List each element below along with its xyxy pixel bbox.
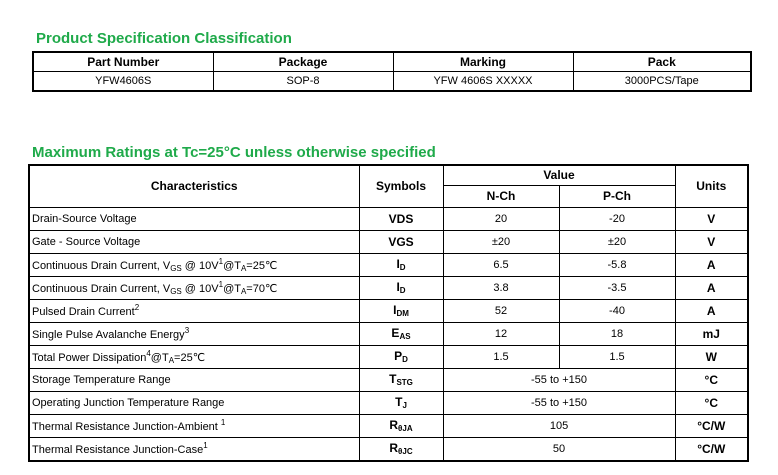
n-ch-value-cell: ±20 — [443, 230, 559, 253]
symbol-cell — [359, 368, 443, 391]
footnote-marker: 1 — [203, 441, 208, 450]
footnote-marker: 1 — [218, 256, 224, 266]
characteristic-text: Pulsed Drain Current — [32, 306, 135, 318]
header-marking: Marking — [393, 52, 573, 72]
characteristic-text: @ 10V — [181, 282, 219, 295]
header-part-number: Part Number — [33, 52, 213, 72]
max-ratings-table — [28, 164, 749, 462]
footnote-marker: 3 — [184, 326, 190, 335]
max-ratings-title: Maximum Ratings at Tc=25°C unless otherwise specified — [32, 144, 436, 161]
header-characteristics: Characteristics — [29, 165, 359, 207]
header-n-ch: N-Ch — [443, 185, 559, 207]
characteristic-text: Storage Temperature Range — [32, 373, 171, 386]
unit-cell: mJ — [675, 322, 748, 345]
symbol-text: VGS — [388, 234, 414, 249]
characteristic-text: Total Power Dissipation — [32, 351, 147, 364]
symbol-cell — [359, 276, 443, 299]
characteristic-cell — [29, 299, 359, 322]
p-ch-value-cell: ±20 — [559, 230, 675, 253]
n-ch-value-cell: 20 — [443, 207, 559, 230]
characteristic-text: Drain-Source Voltage — [32, 212, 137, 225]
unit-cell: V — [675, 230, 748, 253]
p-ch-value-cell: -40 — [559, 299, 675, 322]
symbol-subscript: θJC — [398, 447, 413, 456]
n-ch-value-cell: 12 — [443, 322, 559, 345]
table-row — [29, 230, 748, 253]
characteristic-subscript: GS — [170, 286, 182, 296]
table-row — [29, 345, 748, 368]
unit-cell: A — [675, 299, 748, 322]
characteristic-subscript: GS — [170, 263, 182, 273]
symbol-text: I — [396, 280, 400, 294]
characteristic-text: @T — [223, 282, 241, 295]
symbol-subscript: STG — [396, 378, 413, 387]
symbol-cell — [359, 322, 443, 345]
p-ch-value-cell: -5.8 — [559, 253, 675, 276]
characteristic-text: @T — [223, 259, 241, 272]
unit-cell: °C — [675, 391, 748, 414]
table-row — [29, 253, 748, 276]
unit-cell: °C/W — [675, 414, 748, 437]
characteristic-text: Thermal Resistance Junction-Ambient — [32, 421, 221, 433]
product-spec-header-row — [33, 52, 751, 72]
max-ratings-body — [29, 207, 748, 461]
characteristic-cell — [29, 230, 359, 253]
table-row — [29, 391, 748, 414]
symbol-subscript: D — [399, 263, 406, 272]
symbol-text: T — [395, 395, 403, 409]
table-row — [29, 368, 748, 391]
symbol-cell — [359, 230, 443, 253]
characteristic-text: Gate - Source Voltage — [32, 235, 141, 248]
characteristic-text: Continuous Drain Current, V — [32, 259, 171, 272]
table-row — [29, 207, 748, 230]
symbol-subscript: D — [399, 286, 406, 295]
marking-cell: YFW 4606S XXXXX — [393, 72, 573, 92]
header-package: Package — [213, 52, 393, 72]
symbol-cell — [359, 253, 443, 276]
characteristic-cell — [29, 322, 359, 345]
characteristic-subscript: A — [240, 286, 247, 296]
characteristic-subscript: A — [240, 263, 247, 273]
symbol-text: E — [391, 326, 400, 340]
characteristic-text: Continuous Drain Current, V — [32, 282, 171, 295]
footnote-marker: 4 — [146, 348, 151, 358]
symbol-cell — [359, 437, 443, 461]
product-spec-title: Product Specification Classification — [36, 30, 292, 47]
characteristic-text: @T — [150, 351, 169, 364]
characteristic-text: Single Pulse Avalanche Energy — [32, 329, 185, 341]
unit-cell: V — [675, 207, 748, 230]
p-ch-value-cell: 18 — [559, 322, 675, 345]
symbol-cell — [359, 299, 443, 322]
characteristic-text: =25℃ — [246, 259, 278, 272]
product-spec-table — [32, 51, 752, 92]
unit-cell: W — [675, 345, 748, 368]
value-cell: 50 — [443, 437, 675, 461]
max-ratings-header-row — [29, 165, 748, 185]
characteristic-cell — [29, 207, 359, 230]
header-p-ch: P-Ch — [559, 185, 675, 207]
characteristic-cell — [29, 345, 359, 368]
characteristic-text: Thermal Resistance Junction-Case — [32, 444, 204, 456]
symbol-subscript: DM — [396, 309, 409, 318]
n-ch-value-cell: 6.5 — [443, 253, 559, 276]
part-number-cell: YFW4606S — [33, 72, 213, 92]
symbol-text: T — [389, 372, 397, 386]
symbol-text: P — [394, 349, 403, 363]
characteristic-text: =70℃ — [246, 282, 278, 295]
characteristic-text: @ 10V — [181, 259, 219, 272]
footnote-marker: 2 — [134, 303, 140, 312]
header-units: Units — [675, 165, 748, 207]
symbol-text: R — [389, 418, 399, 432]
table-row — [29, 414, 748, 437]
table-row — [29, 437, 748, 461]
characteristic-cell — [29, 368, 359, 391]
unit-cell: A — [675, 276, 748, 299]
characteristic-cell — [29, 276, 359, 299]
symbol-cell — [359, 391, 443, 414]
value-cell: 105 — [443, 414, 675, 437]
characteristic-cell — [29, 253, 359, 276]
symbol-text: I — [396, 257, 400, 271]
footnote-marker: 1 — [218, 279, 224, 289]
symbol-cell — [359, 345, 443, 368]
symbol-text: I — [393, 303, 397, 317]
characteristic-subscript: A — [168, 355, 175, 365]
characteristic-cell — [29, 391, 359, 414]
header-value: Value — [443, 165, 675, 185]
package-cell: SOP-8 — [213, 72, 393, 92]
symbol-subscript: θJA — [398, 424, 413, 433]
n-ch-value-cell: 52 — [443, 299, 559, 322]
p-ch-value-cell: 1.5 — [559, 345, 675, 368]
characteristic-cell — [29, 437, 359, 461]
characteristic-text: =25℃ — [174, 351, 206, 364]
symbol-text: R — [389, 441, 399, 455]
symbol-subscript: AS — [399, 332, 411, 341]
p-ch-value-cell: -3.5 — [559, 276, 675, 299]
product-spec-row — [33, 72, 751, 92]
pack-cell: 3000PCS/Tape — [573, 72, 751, 92]
unit-cell: °C — [675, 368, 748, 391]
unit-cell: °C/W — [675, 437, 748, 461]
symbol-cell — [359, 414, 443, 437]
footnote-marker: 1 — [220, 418, 226, 427]
symbol-cell — [359, 207, 443, 230]
header-symbols: Symbols — [359, 165, 443, 207]
table-row — [29, 299, 748, 322]
n-ch-value-cell: 3.8 — [443, 276, 559, 299]
characteristic-cell — [29, 414, 359, 437]
table-row — [29, 322, 748, 345]
value-cell: -55 to +150 — [443, 368, 675, 391]
header-pack: Pack — [573, 52, 751, 72]
n-ch-value-cell: 1.5 — [443, 345, 559, 368]
symbol-subscript: J — [402, 401, 407, 410]
symbol-subscript: D — [402, 355, 408, 364]
symbol-text: VDS — [388, 211, 414, 226]
characteristic-text: Operating Junction Temperature Range — [32, 396, 225, 409]
unit-cell: A — [675, 253, 748, 276]
table-row — [29, 276, 748, 299]
p-ch-value-cell: -20 — [559, 207, 675, 230]
value-cell: -55 to +150 — [443, 391, 675, 414]
